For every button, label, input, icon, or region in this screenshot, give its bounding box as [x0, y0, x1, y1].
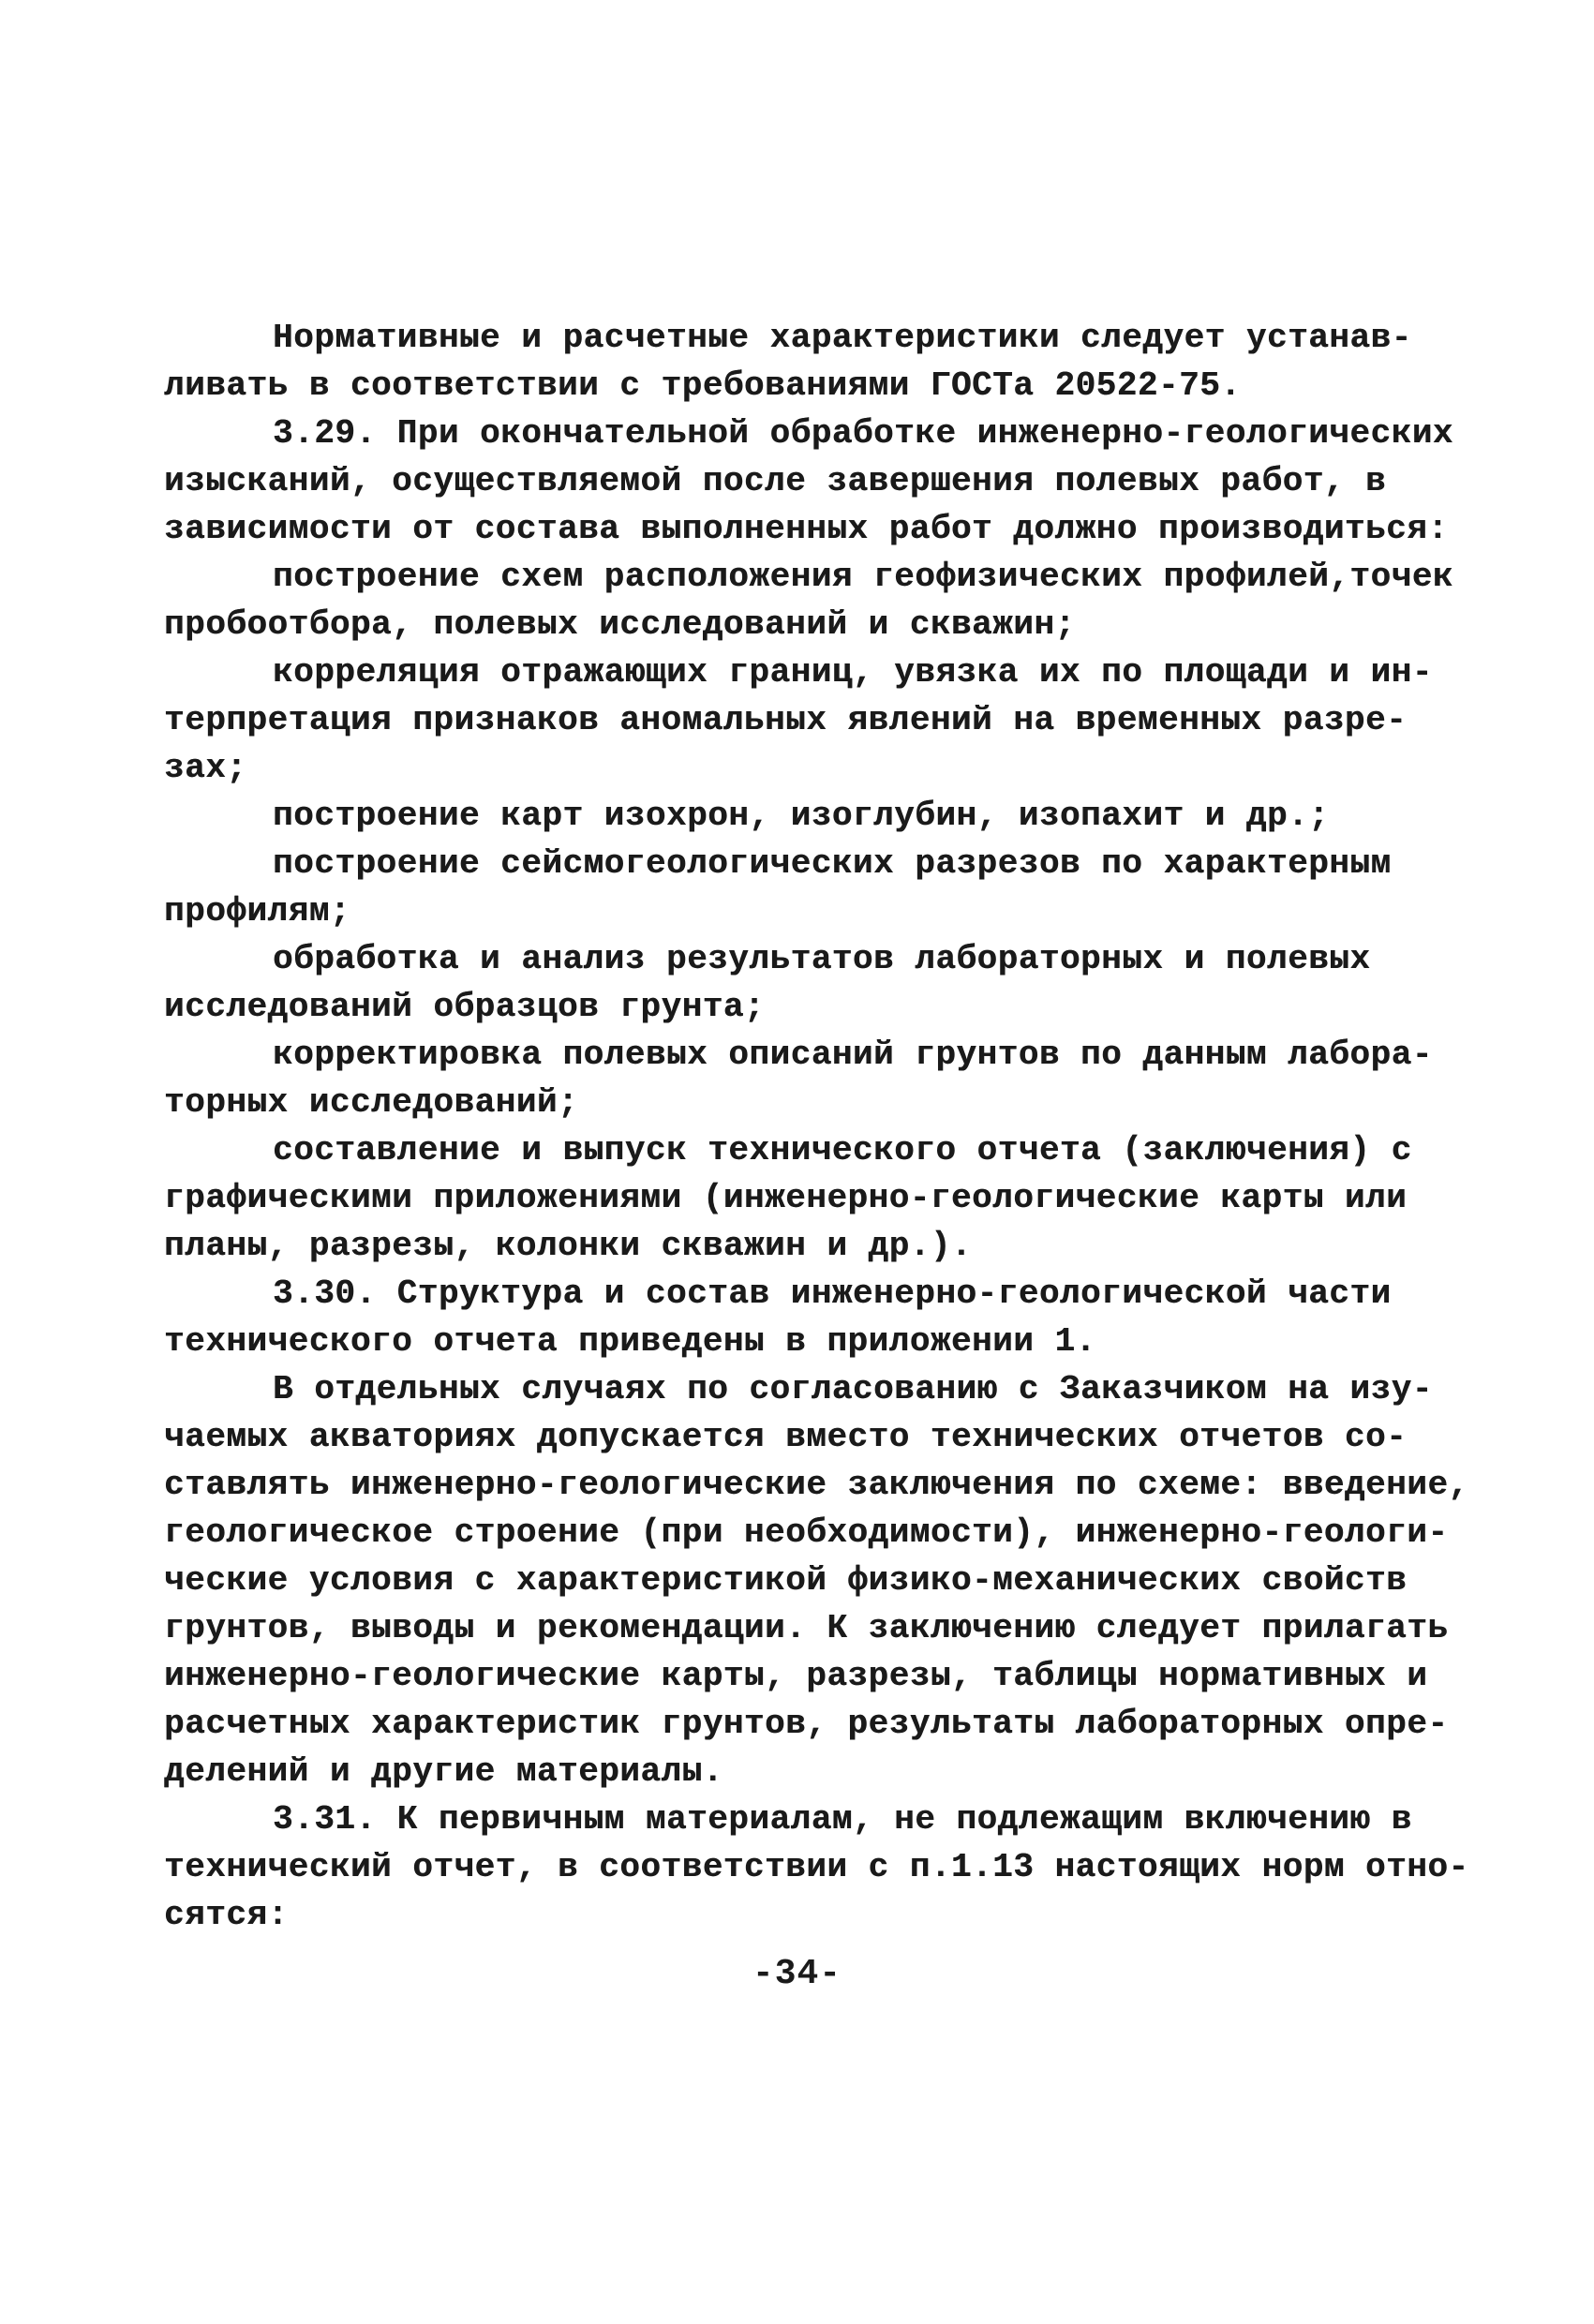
- text-line: построение сейсмогеологических разрезов по характерным: [273, 844, 1392, 883]
- text-line: построение схем расположения геофизических профилей,точек: [273, 558, 1453, 596]
- text-line: Нормативные и расчетные характеристики следует устанав-: [273, 319, 1412, 357]
- text-line: корреляция отражающих границ, увязка их по площади и ин-: [273, 653, 1433, 692]
- text-line: делений и другие материалы.: [164, 1752, 723, 1791]
- text-line: профилям;: [164, 892, 350, 931]
- text-line: 3.29. При окончательной обработке инженерно-геологических: [273, 414, 1453, 453]
- text-line: терпретация признаков аномальных явлений на временных разре-: [164, 701, 1408, 739]
- text-line: технический отчет, в соответствии с п.1.13 настоящих норм отно-: [164, 1848, 1469, 1886]
- text-line: исследований образцов грунта;: [164, 988, 766, 1026]
- text-line: изысканий, осуществляемой после завершения полевых работ, в: [164, 462, 1387, 500]
- text-line: инженерно-геологические карты, разрезы, таблицы нормативных и: [164, 1657, 1428, 1695]
- text-line: В отдельных случаях по согласованию с Заказчиком на изу-: [273, 1370, 1433, 1408]
- document-body: [164, 314, 1469, 1939]
- text-line: сятся:: [164, 1896, 289, 1934]
- text-line: 3.30. Структура и состав инженерно-геологической части: [273, 1274, 1392, 1313]
- text-line: расчетных характеристик грунтов, результаты лабораторных опре-: [164, 1705, 1449, 1743]
- text-line: составление и выпуск технического отчета (заключения) с: [273, 1131, 1412, 1169]
- text-line: технического отчета приведены в приложении 1.: [164, 1322, 1096, 1361]
- text-line: зах;: [164, 749, 247, 787]
- text-line: корректировка полевых описаний грунтов по данным лабора-: [273, 1035, 1433, 1074]
- text-line: обработка и анализ результатов лабораторных и полевых: [273, 940, 1371, 978]
- text-line: построение карт изохрон, изоглубин, изопахит и др.;: [273, 797, 1330, 835]
- text-line: пробоотбора, полевых исследований и скважин;: [164, 605, 1076, 644]
- text-line: чаемых акваториях допускается вместо технических отчетов со-: [164, 1418, 1408, 1456]
- page-number: -34-: [752, 1954, 842, 1994]
- text-line: 3.31. К первичным материалам, не подлежащим включению в: [273, 1800, 1412, 1839]
- text-line: зависимости от состава выполненных работ должно производиться:: [164, 510, 1449, 548]
- text-line: графическими приложениями (инженерно-геологические карты или: [164, 1179, 1408, 1217]
- text-line: ставлять инженерно-геологические заключения по схеме: введение,: [164, 1466, 1469, 1504]
- text-line: планы, разрезы, колонки скважин и др.).: [164, 1227, 973, 1265]
- text-line: грунтов, выводы и рекомендации. К заключению следует прилагать: [164, 1609, 1449, 1647]
- text-line: геологическое строение (при необходимости), инженерно-геологи-: [164, 1513, 1449, 1552]
- text-line: торных исследований;: [164, 1083, 579, 1122]
- text-line: ливать в соответствии с требованиями ГОСТа 20522-75.: [164, 366, 1242, 405]
- text-line: ческие условия с характеристикой физико-механических свойств: [164, 1561, 1408, 1600]
